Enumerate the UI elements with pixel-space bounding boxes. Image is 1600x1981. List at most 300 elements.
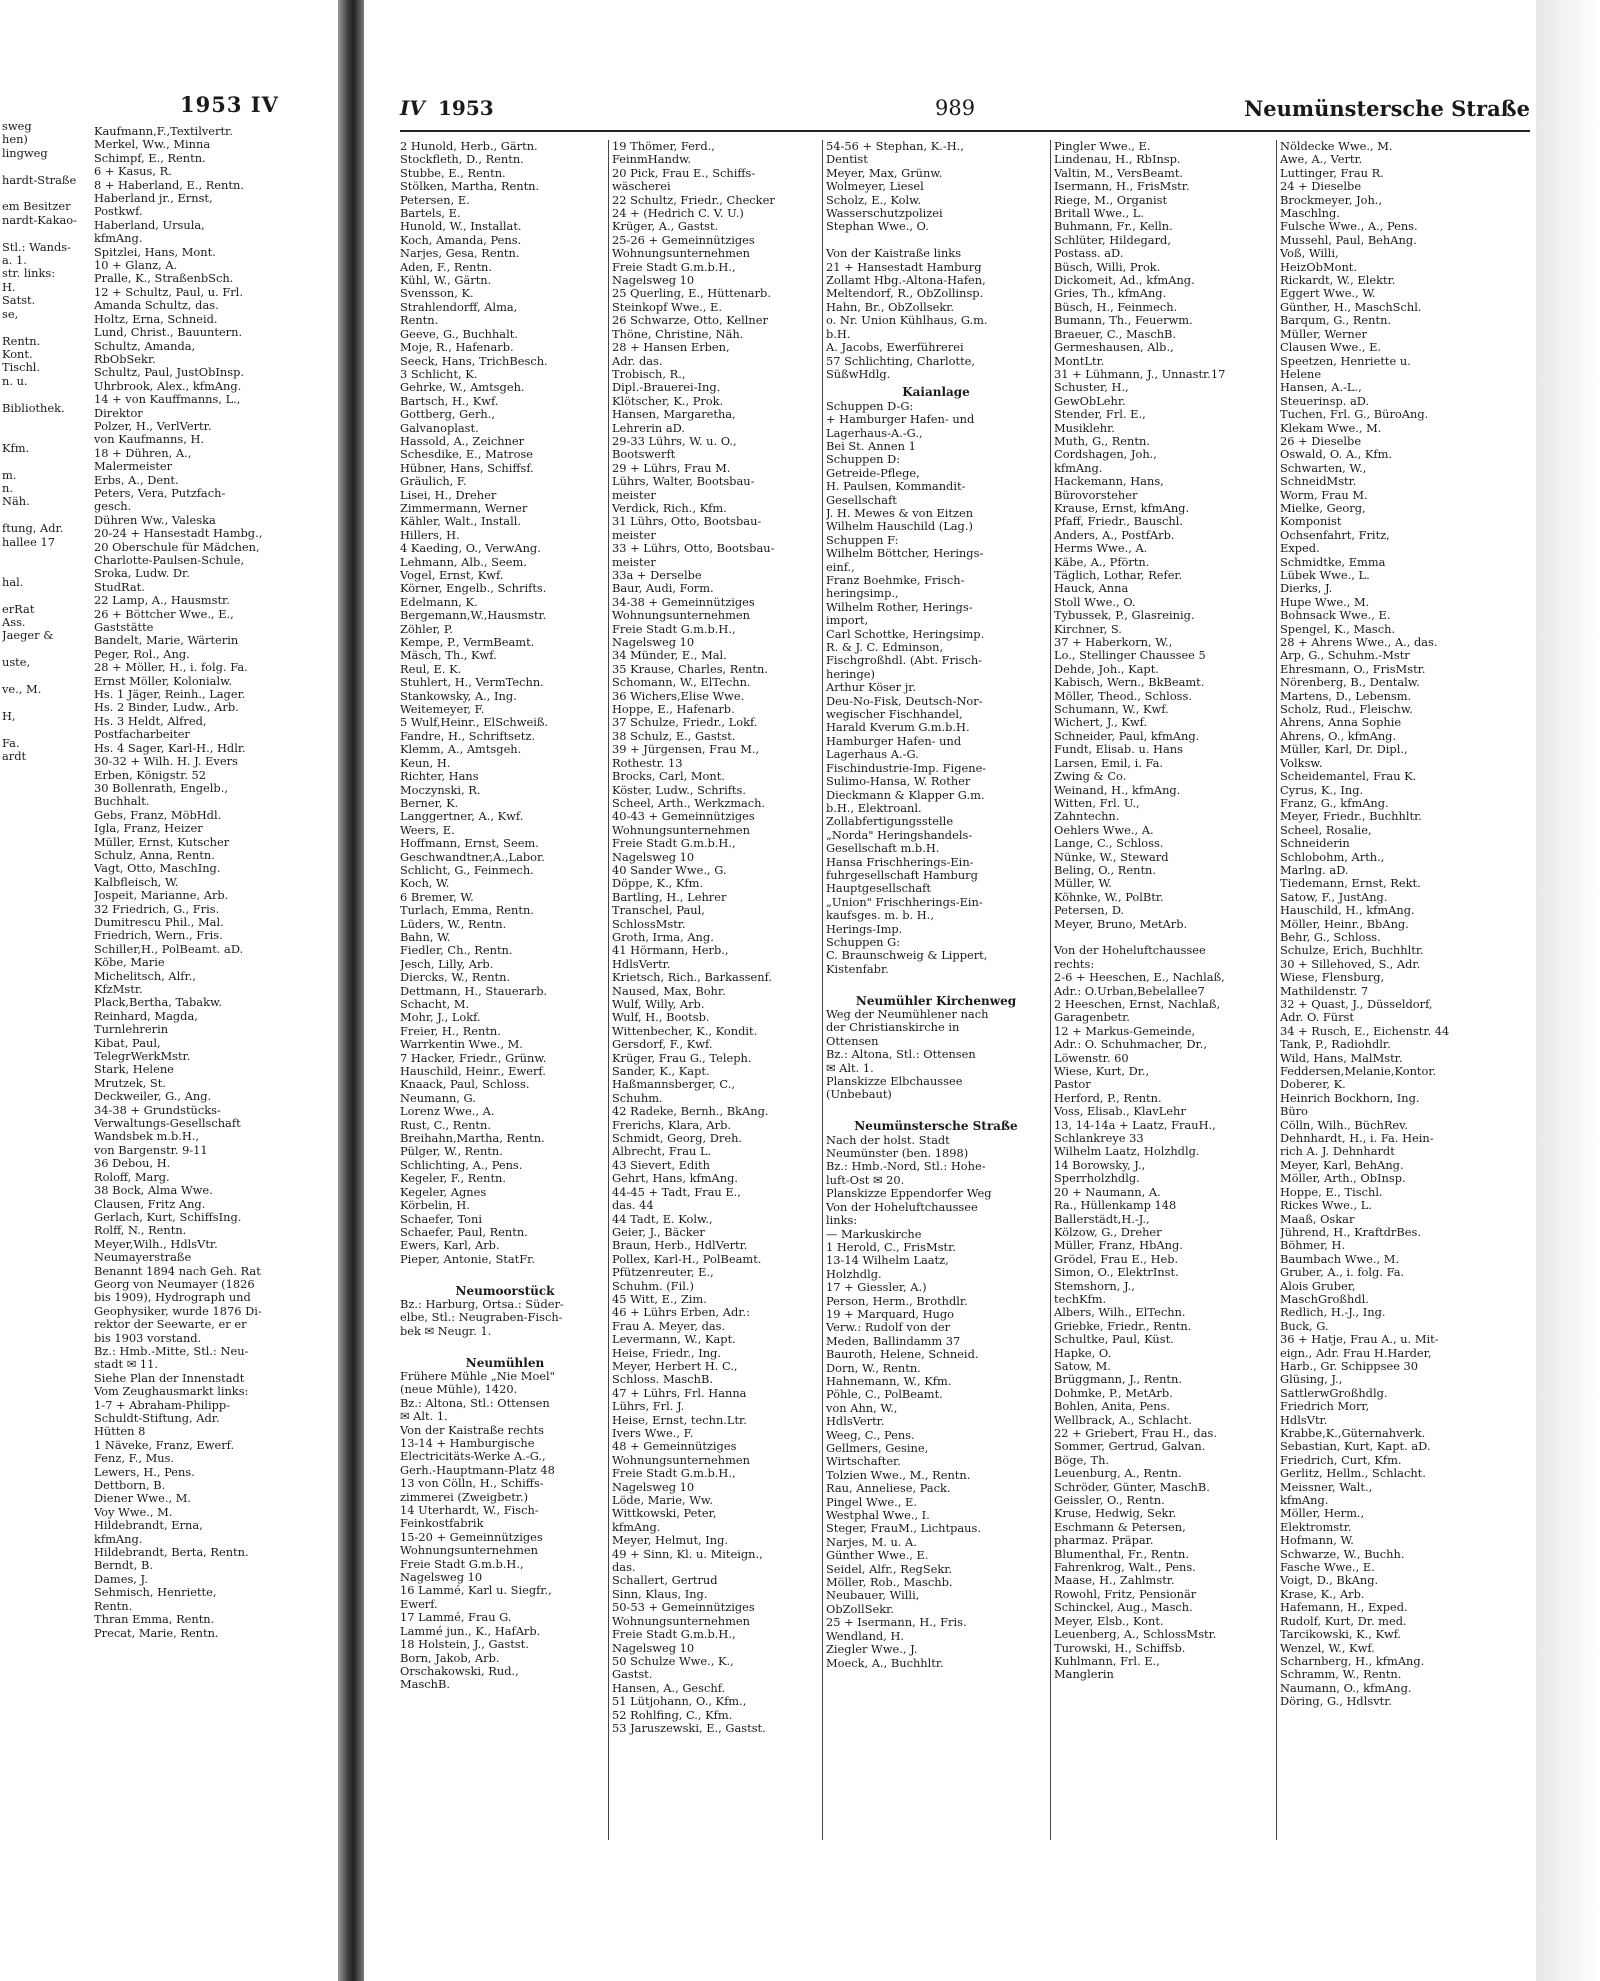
directory-entry: Bartels, E. — [400, 207, 461, 221]
directory-entry: 4 Kaeding, O., VerwAng. — [400, 542, 541, 556]
directory-entry: Moje, R., Hafenarb. — [400, 341, 514, 355]
directory-entry: Krüger, A., Gastst. — [612, 220, 719, 234]
directory-entry: Dettborn, B. — [94, 1478, 166, 1493]
directory-entry: 34-38 + Grundstücks- — [94, 1102, 221, 1117]
directory-entry: Freie Stadt G.m.b.H., — [612, 622, 736, 636]
directory-entry: 17 Lammé, Frau G. — [400, 1611, 512, 1625]
directory-entry: 12 + Schultz, Paul, u. Frl. — [94, 284, 243, 299]
directory-entry: Ottensen — [826, 1034, 879, 1048]
directory-entry: Person, Herm., Brothdlr. — [826, 1294, 968, 1308]
directory-entry: 44 Tadt, E. Kolw., — [612, 1212, 713, 1226]
directory-entry: Schuppen D: — [826, 453, 901, 467]
directory-entry: str. links: — [2, 266, 56, 281]
directory-entry: Rentn. — [94, 1598, 133, 1613]
directory-entry: 28 + Möller, H., i. folg. Fa. — [94, 660, 248, 675]
directory-entry: Wiese, Kurt, Dr., — [1054, 1065, 1150, 1079]
directory-entry — [2, 187, 86, 200]
directory-entry: 20-24 + Hansestadt Hambg., — [94, 526, 263, 541]
directory-entry: Keun, H. — [400, 756, 451, 770]
directory-entry: 42 Radeke, Bernh., BkAng. — [612, 1105, 769, 1119]
directory-entry: Stubbe, E., Rentn. — [400, 166, 506, 180]
directory-entry: Meyer, Elsb., Kont. — [1054, 1614, 1164, 1628]
directory-entry: Von der Hoheluftchaussee — [826, 1200, 978, 1214]
directory-entry: Stockfleth, D., Rentn. — [400, 153, 524, 167]
directory-entry: 2-6 + Heeschen, E., Nachlaß, — [1054, 971, 1225, 985]
directory-entry: Vom Zeughausmarkt links: — [94, 1384, 249, 1399]
directory-entry: Frau A. Meyer, das. — [612, 1319, 726, 1333]
directory-entry: Cyrus, K., Ing. — [1280, 783, 1364, 797]
directory-entry: Stl.: Wands- — [2, 239, 71, 254]
directory-entry: Scholz, Rud., Fleischw. — [1280, 703, 1413, 717]
directory-entry: Turlach, Emma, Rentn. — [400, 904, 534, 918]
directory-entry: Köster, Ludw., Schrifts. — [612, 783, 746, 797]
directory-entry: pharmaz. Präpar. — [1054, 1534, 1154, 1548]
directory-entry: meister — [612, 488, 656, 502]
directory-entry: Hübner, Hans, Schiffsf. — [400, 461, 534, 475]
directory-entry: Körner, Engelb., Schrifts. — [400, 582, 547, 596]
directory-entry: links: — [826, 1214, 858, 1228]
directory-entry: Scheel, Arth., Werkzmach. — [612, 796, 766, 810]
directory-entry: Bz.: Altona, Stl.: Ottensen — [400, 1396, 550, 1410]
directory-entry: Bohnsack Wwe., E. — [1280, 609, 1391, 623]
directory-entry: Wulf, H., Bootsb. — [612, 1011, 710, 1025]
directory-entry: Wandsbek m.b.H., — [94, 1129, 200, 1144]
directory-entry: Wittenbecher, K., Kondit. — [612, 1024, 758, 1038]
directory-entry: uste, — [2, 655, 31, 670]
directory-entry: 50 Schulze Wwe., K., — [612, 1654, 734, 1668]
directory-entry — [2, 549, 86, 562]
directory-entry: ObZollSekr. — [826, 1602, 894, 1616]
directory-entry: Hs. 1 Jäger, Reinh., Lager. — [94, 687, 246, 702]
directory-entry: Fischindustrie-Imp. Figene- — [826, 761, 987, 775]
directory-entry: techKfm. — [1054, 1292, 1107, 1306]
directory-entry: Hs. 3 Heldt, Alfred, — [94, 713, 207, 728]
directory-entry: 5 Wulf,Heinr., ElSchweiß. — [400, 716, 549, 730]
directory-entry: ve., M. — [2, 682, 42, 697]
directory-entry: Dumitrescu Phil., Mal. — [94, 914, 224, 929]
directory-entry: a. 1. — [2, 253, 27, 268]
directory-entry: o. Nr. Union Kühlhaus, G.m. — [826, 314, 988, 328]
directory-entry: Kuhlmann, Frl. E., — [1054, 1654, 1160, 1668]
directory-entry: „Norda" Heringshandels- — [826, 828, 973, 842]
directory-entry: Maaß, Oskar — [1280, 1212, 1355, 1226]
directory-entry: Amanda Schultz, das. — [94, 298, 219, 313]
directory-entry: Vogel, Ernst, Kwf. — [400, 569, 504, 582]
directory-entry: b.H. — [826, 327, 851, 341]
directory-entry: 22 Lamp, A., Hausmstr. — [94, 593, 230, 608]
directory-entry: 20 Oberschule für Mädchen, — [94, 539, 260, 554]
directory-entry: 38 Schulz, E., Gastst. — [612, 729, 736, 743]
directory-entry: hallee 17 — [2, 534, 56, 549]
left-page — [0, 0, 336, 1981]
directory-entry: Braeuer, C., MaschB. — [1054, 327, 1177, 341]
directory-entry: Mäsch, Th., Kwf. — [400, 649, 497, 663]
directory-entry: C. Braunschweig & Lippert, — [826, 949, 988, 963]
directory-entry: Turnlehrerin — [94, 1022, 169, 1037]
directory-entry: Postfacharbeiter — [94, 727, 190, 742]
directory-entry: Plack,Bertha, Tabakw. — [94, 995, 223, 1010]
directory-entry: 28 + Ahrens Wwe., A., das. — [1280, 636, 1438, 650]
directory-entry: m. — [2, 467, 17, 482]
directory-entry: Luttinger, Frau R. — [1280, 166, 1384, 180]
directory-entry: Verwaltungs-Gesellschaft — [94, 1116, 241, 1131]
directory-entry: Hupe Wwe., M. — [1280, 595, 1370, 609]
directory-entry: Koch, Amanda, Pens. — [400, 233, 522, 247]
directory-entry: Cordshagen, Joh., — [1054, 448, 1157, 462]
directory-entry: ✉ Alt. 1. — [826, 1061, 874, 1075]
directory-entry: Hansa Frischherings-Ein- — [826, 855, 974, 869]
directory-entry: Döppe, K., Kfm. — [612, 877, 704, 891]
directory-entry: Peger, Rol., Ang. — [94, 646, 190, 661]
directory-entry: Sebastian, Kurt, Kapt. aD. — [1280, 1440, 1431, 1454]
directory-entry: rektor der Seewarte, er er — [94, 1317, 247, 1332]
directory-entry: Roloff, Marg. — [94, 1169, 170, 1184]
directory-entry: Schiller,H., PolBeamt. aD. — [94, 941, 244, 956]
directory-entry: Schlobohm, Arth., — [1280, 850, 1385, 864]
directory-entry: import, — [826, 614, 869, 628]
directory-entry: Wohnungsunternehmen — [612, 1453, 750, 1467]
directory-column-3 — [826, 140, 1046, 1840]
directory-entry: Aden, F., Rentn. — [400, 260, 493, 274]
directory-entry: Hofmann, W. — [1280, 1534, 1354, 1548]
directory-entry: Schramm, W., Rentn. — [1280, 1668, 1402, 1682]
directory-entry: Maase, H., Zahlmstr. — [1054, 1574, 1175, 1588]
directory-entry: Bauroth, Helene, Schneid. — [826, 1348, 979, 1362]
directory-entry: Von der Kaistraße rechts — [400, 1423, 544, 1437]
directory-entry: Larsen, Emil, i. Fa. — [1054, 756, 1164, 770]
directory-entry: Bz.: Altona, Stl.: Ottensen — [826, 1048, 976, 1062]
directory-entry: Fischgroßhdl. (Abt. Frisch- — [826, 654, 983, 668]
directory-entry: Baumbach Wwe., M. — [1280, 1252, 1400, 1266]
directory-entry: Petersen, E. — [400, 193, 470, 207]
directory-entry: eign., Adr. Frau H.Harder, — [1280, 1346, 1432, 1360]
directory-entry: Getreide-Pflege, — [826, 466, 920, 480]
directory-entry: hardt-Straße — [2, 172, 77, 187]
directory-entry: Heinrich Bockhorn, Ing. — [1280, 1091, 1420, 1105]
directory-entry: Schuhm. (Fil.) — [612, 1279, 694, 1293]
directory-entry: Voss, Elisab., KlavLehr — [1054, 1105, 1186, 1119]
directory-entry: Groth, Irma, Ang. — [612, 930, 714, 944]
directory-entry: b.H., Elektroanl. — [826, 801, 922, 815]
directory-entry — [2, 415, 86, 428]
directory-entry: Dickomeit, Ad., kfmAng. — [1054, 274, 1195, 288]
directory-entry: ftung, Adr. — [2, 521, 64, 536]
directory-entry: Hoppe, E., Hafenarb. — [612, 703, 735, 717]
directory-entry: Lagerhaus-A.-G., — [826, 426, 923, 440]
directory-entry: MaschGroßhdl. — [1280, 1292, 1369, 1306]
directory-entry: Rust, C., Rentn. — [400, 1118, 491, 1132]
directory-entry: Weitemeyer, F. — [400, 703, 485, 717]
directory-entry: Fundt, Elisab. u. Hans — [1054, 743, 1183, 757]
directory-entry: Schaefer, Toni — [400, 1212, 482, 1226]
directory-entry: Hauschild, H., kfmAng. — [1280, 904, 1415, 918]
directory-entry: Behr, G., Schloss. — [1280, 930, 1381, 944]
directory-entry: Haberland, Ursula, — [94, 217, 205, 232]
column-divider — [608, 140, 609, 1840]
directory-entry: Adr. das. — [612, 354, 663, 368]
directory-entry: Jaeger & — [2, 628, 54, 643]
directory-entry: Scharnberg, H., kfmAng. — [1280, 1654, 1425, 1668]
directory-entry: Barqum, G., Rentn. — [1280, 314, 1392, 328]
directory-entry: Moeck, A., Buchhltr. — [826, 1656, 944, 1670]
directory-entry: kfmAng. — [612, 1520, 661, 1534]
directory-entry: 30 Bollenrath, Engelb., — [94, 780, 228, 795]
directory-entry: meister — [612, 555, 656, 569]
directory-entry: Berner, K. — [400, 796, 459, 810]
directory-entry: Rudolf, Kurt, Dr. med. — [1280, 1614, 1407, 1628]
directory-entry: HdlsVtr. — [1280, 1413, 1328, 1427]
directory-entry: 28 + Hansen Erben, — [612, 341, 730, 355]
directory-entry: Lange, C., Schloss. — [1054, 837, 1164, 851]
directory-entry: Pfützenreuter, E., — [612, 1266, 714, 1280]
directory-entry: Fiedler, Ch., Rentn. — [400, 944, 513, 958]
directory-entry: wäscherei — [612, 180, 671, 194]
directory-entry: 30 + Sillehoved, S., Adr. — [1280, 957, 1421, 971]
directory-entry: Mathildenstr. 7 — [1280, 984, 1369, 998]
directory-entry: Bartsch, H., Kwf. — [400, 394, 499, 408]
directory-entry: Komponist — [1280, 515, 1342, 529]
directory-entry: Ahrens, Anna Sophie — [1280, 716, 1402, 730]
directory-entry: Meissner, Walt., — [1280, 1480, 1373, 1494]
directory-entry: Lagerhaus A.-G. — [826, 748, 919, 762]
directory-entry: Isermann, H., FrisMstr. — [1054, 180, 1190, 194]
directory-entry: Sehmisch, Henriette, — [94, 1585, 217, 1600]
directory-entry: Uhrbrook, Alex., kfmAng. — [94, 378, 242, 393]
directory-entry: 13-14 + Hamburgische — [400, 1437, 535, 1450]
directory-entry: 13 von Cölln, H., Schiffs- — [400, 1477, 544, 1491]
directory-entry: Albrecht, Frau L. — [612, 1145, 712, 1159]
directory-entry: Warrkentin Wwe., M. — [400, 1038, 523, 1052]
directory-entry: 16 Lammé, Karl u. Siegfr., — [400, 1584, 552, 1598]
directory-entry — [2, 562, 86, 575]
directory-entry: Anders, A., PostfArb. — [1054, 528, 1175, 542]
directory-entry: Ewerf. — [400, 1597, 438, 1611]
directory-entry: 22 + Griebert, Frau H., das. — [1054, 1427, 1217, 1440]
directory-entry: Knaack, Paul, Schloss. — [400, 1078, 530, 1092]
directory-entry: Möller, Arth., ObInsp. — [1280, 1172, 1406, 1186]
directory-entry: Stankowsky, A., Ing. — [400, 689, 517, 703]
directory-entry: Geier, J., Bäcker — [612, 1225, 705, 1239]
directory-entry: Sommer, Gertrud, Galvan. — [1054, 1440, 1206, 1454]
directory-entry — [400, 1266, 610, 1279]
directory-entry: Haberland jr., Ernst, — [94, 191, 213, 206]
directory-entry: 36 Wichers,Elise Wwe. — [612, 689, 745, 703]
directory-entry: 3 Schlicht, K. — [400, 367, 478, 381]
directory-entry: SchlossMstr. — [612, 917, 686, 931]
directory-entry: Manglerin — [1054, 1668, 1114, 1682]
directory-entry: 54-56 + Stephan, K.-H., — [826, 140, 964, 153]
directory-entry: Braun, Herb., HdlVertr. — [612, 1239, 748, 1253]
directory-entry: Edelmann, K. — [400, 595, 478, 609]
directory-entry: Hoffmann, Ernst, Seem. — [400, 837, 539, 851]
directory-entry: Rothestr. 13 — [612, 756, 683, 770]
directory-entry — [826, 1102, 1046, 1115]
directory-entry: Rau, Anneliese, Pack. — [826, 1482, 951, 1496]
section-heading: Neumoorstück — [455, 1284, 555, 1298]
directory-entry: wegischer Fischhandel, — [826, 708, 963, 722]
directory-entry: Schultz, Paul, JustObInsp. — [94, 365, 245, 380]
directory-entry — [2, 509, 86, 522]
directory-entry: Frerichs, Klara, Arb. — [612, 1118, 731, 1132]
directory-entry: Berndt, B. — [94, 1558, 153, 1573]
directory-entry: Redlich, H.-J., Ing. — [1280, 1306, 1386, 1320]
directory-entry: Britall Wwe., L. — [1054, 207, 1144, 221]
directory-entry: Stark, Helene — [94, 1062, 174, 1077]
directory-entry: Wellbrack, A., Schlacht. — [1054, 1413, 1192, 1427]
directory-entry: Petersen, D. — [1054, 904, 1125, 918]
directory-entry: 33a + Derselbe — [612, 569, 702, 582]
directory-entry: Dehnhardt, H., i. Fa. Hein- — [1280, 1132, 1434, 1146]
directory-entry: Brockmeyer, Joh., — [1280, 193, 1383, 207]
directory-entry: Freier, H., Rentn. — [400, 1024, 501, 1038]
directory-entry: 26 Schwarze, Otto, Kellner — [612, 314, 768, 328]
directory-entry: Müller, Ernst, Kutscher — [94, 834, 230, 849]
directory-entry: Wirtschafter. — [826, 1455, 901, 1469]
directory-entry: Kibat, Paul, — [94, 1035, 161, 1050]
directory-entry: Breihahn,Martha, Rentn. — [400, 1132, 545, 1146]
directory-entry: Malermeister — [94, 459, 173, 474]
directory-entry: Schröder, Günter, MaschB. — [1054, 1480, 1210, 1494]
directory-entry: Gottberg, Gerh., — [400, 408, 495, 422]
directory-entry: Zimmermann, Werner — [400, 501, 528, 515]
directory-entry: Meden, Ballindamm 37 — [826, 1334, 961, 1348]
directory-entry: Dühren Ww., Valeska — [94, 512, 216, 527]
directory-entry: Kegeler, F., Rentn. — [400, 1172, 506, 1186]
directory-entry: Martens, D., Lebensm. — [1280, 689, 1412, 703]
directory-entry — [2, 321, 86, 334]
directory-entry: Tank, P., Radiohdlr. — [1280, 1038, 1391, 1052]
directory-entry: 1 Näveke, Franz, Ewerf. — [94, 1437, 235, 1452]
directory-entry: MontLtr. — [1054, 354, 1105, 368]
directory-entry: Schmidtke, Emma — [1280, 555, 1386, 569]
directory-entry — [2, 160, 86, 173]
directory-entry: H. — [2, 279, 16, 294]
directory-entry: Jührend, H., KraftdrBes. — [1280, 1225, 1421, 1239]
directory-entry: Dehde, Joh., Kapt. — [1054, 662, 1159, 676]
directory-entry: Bei St. Annen 1 — [826, 439, 916, 453]
directory-entry: rechts: — [1054, 957, 1095, 971]
directory-entry: Rickardt, W., Elektr. — [1280, 274, 1396, 288]
directory-entry — [2, 723, 86, 736]
directory-entry: Jesch, Lilly, Arb. — [400, 957, 494, 971]
directory-entry: Geophysiker, wurde 1876 Di- — [94, 1303, 262, 1318]
left-page-column-b — [94, 125, 334, 1640]
directory-entry: Müller, Werner — [1280, 327, 1367, 341]
directory-entry: Trobisch, R., — [612, 367, 686, 381]
directory-entry: Ivers Wwe., F. — [612, 1427, 694, 1440]
directory-entry: Nörenberg, B., Dentalw. — [1280, 676, 1420, 690]
directory-entry: Schneider, Paul, kfmAng. — [1054, 729, 1200, 743]
directory-entry: Gellmers, Gesine, — [826, 1442, 929, 1455]
directory-entry: Hahnemann, W., Kfm. — [826, 1374, 952, 1388]
directory-entry: Wohnungsunternehmen — [612, 1614, 750, 1628]
directory-entry: 19 + Marquard, Hugo — [826, 1307, 954, 1321]
directory-entry: Thöne, Christine, Näh. — [612, 327, 744, 341]
directory-entry: Awe, A., Vertr. — [1280, 153, 1363, 167]
directory-entry: Lührs, Walter, Bootsbau- — [612, 475, 755, 489]
directory-entry: Lührs, Frl. J. — [612, 1400, 685, 1414]
directory-entry: Meyer, Bruno, MetArb. — [1054, 917, 1188, 931]
directory-entry: Gastst. — [612, 1668, 653, 1682]
directory-entry: heringsimp., — [826, 587, 899, 601]
directory-entry: Dentist — [826, 153, 868, 167]
directory-entry: Fandre, H., Schriftsetz. — [400, 729, 535, 743]
directory-entry — [2, 455, 86, 468]
directory-entry: 26 + Böttcher Wwe., E., — [94, 606, 234, 621]
directory-entry: Harald Kverum G.m.b.H. — [826, 721, 970, 735]
directory-entry: Büro — [1280, 1105, 1309, 1119]
directory-entry: Deu-No-Fisk, Deutsch-Nor- — [826, 694, 983, 708]
right-page — [370, 0, 1534, 1981]
directory-entry: Svensson, K. — [400, 287, 474, 301]
directory-entry: Ra., Hüllenkamp 148 — [1054, 1199, 1177, 1213]
directory-entry: Wohnungsunternehmen — [400, 1544, 538, 1558]
directory-entry: Reul, E. K. — [400, 662, 462, 676]
directory-entry: 45 Witt, E., Zim. — [612, 1292, 707, 1306]
directory-entry: Sander, K., Kapt. — [612, 1065, 710, 1079]
directory-entry: Schimpf, E., Rentn. — [94, 150, 206, 165]
directory-entry: Wittkowski, Peter, — [612, 1507, 717, 1521]
directory-entry — [400, 1338, 610, 1351]
directory-entry: Schomann, W., ElTechn. — [612, 676, 751, 690]
directory-entry: kfmAng. — [1054, 461, 1103, 475]
directory-entry: Langgertner, A., Kwf. — [400, 810, 524, 824]
directory-entry: Scheel, Rosalie, — [1280, 823, 1372, 837]
left-page-column-a — [2, 120, 86, 764]
directory-entry: Gerh.-Hauptmann-Platz 48 — [400, 1463, 555, 1477]
directory-entry: 2 Heeschen, Ernst, Nachlaß, — [1054, 998, 1221, 1011]
directory-entry: Hansen, A., Geschf. — [612, 1681, 726, 1695]
directory-entry: Franz Boehmke, Frisch- — [826, 574, 965, 587]
directory-entry: kfmAng. — [1280, 1494, 1329, 1508]
directory-entry: Pfaff, Friedr., Bauschl. — [1054, 515, 1183, 529]
directory-entry: Feinkostfabrik — [400, 1517, 484, 1531]
directory-entry: Näh. — [2, 494, 30, 509]
directory-entry: Schuhm. — [612, 1091, 663, 1105]
directory-entry: Wohnungsunternehmen — [612, 823, 750, 837]
directory-entry: bek ✉ Neugr. 1. — [400, 1324, 492, 1338]
directory-entry: 18 + Dühren, A., — [94, 445, 192, 460]
directory-entry: Schultz, Amanda, — [94, 338, 196, 353]
directory-entry: Hansen, Margaretha, — [612, 408, 736, 422]
directory-entry: 31 Lührs, Otto, Bootsbau- — [612, 515, 762, 529]
directory-entry: Eschmann & Petersen, — [1054, 1520, 1186, 1534]
directory-entry: Nagelsweg 10 — [612, 850, 695, 864]
column-divider — [1050, 140, 1051, 1840]
directory-entry: Baur, Audi, Form. — [612, 582, 714, 596]
directory-entry: Käbe, A., Pförtn. — [1054, 555, 1150, 569]
directory-entry: 49 + Sinn, Kl. u. Miteign., — [612, 1547, 763, 1561]
directory-entry: n. — [2, 480, 13, 495]
directory-entry: Krabbe,K.,Güternahverk. — [1280, 1427, 1426, 1440]
directory-entry: Charlotte-Paulsen-Schule, — [94, 553, 245, 567]
directory-entry: Nagelsweg 10 — [612, 1641, 695, 1655]
directory-entry: Bootswerft — [612, 448, 676, 462]
directory-entry: ✉ Alt. 1. — [400, 1410, 448, 1424]
directory-entry: Stölken, Martha, Rentn. — [400, 180, 540, 194]
directory-entry: Simon, O., ElektrInst. — [1054, 1266, 1179, 1280]
directory-entry: Gehrke, W., Amtsgeh. — [400, 381, 525, 395]
directory-entry: Kirchner, S. — [1054, 622, 1122, 636]
directory-entry: Kont. — [2, 346, 33, 361]
directory-entry: Wohnungsunternehmen — [612, 609, 750, 623]
directory-entry: 6 Bremer, W. — [400, 890, 474, 904]
directory-entry: Narjes, M. u. A. — [826, 1535, 917, 1549]
directory-entry: Krause, Ernst, kfmAng. — [1054, 501, 1190, 515]
directory-entry: Pingler Wwe., E. — [1054, 140, 1151, 153]
directory-entry: 37 Schulze, Friedr., Lokf. — [612, 716, 758, 730]
directory-entry: Zwing & Co. — [1054, 770, 1127, 784]
